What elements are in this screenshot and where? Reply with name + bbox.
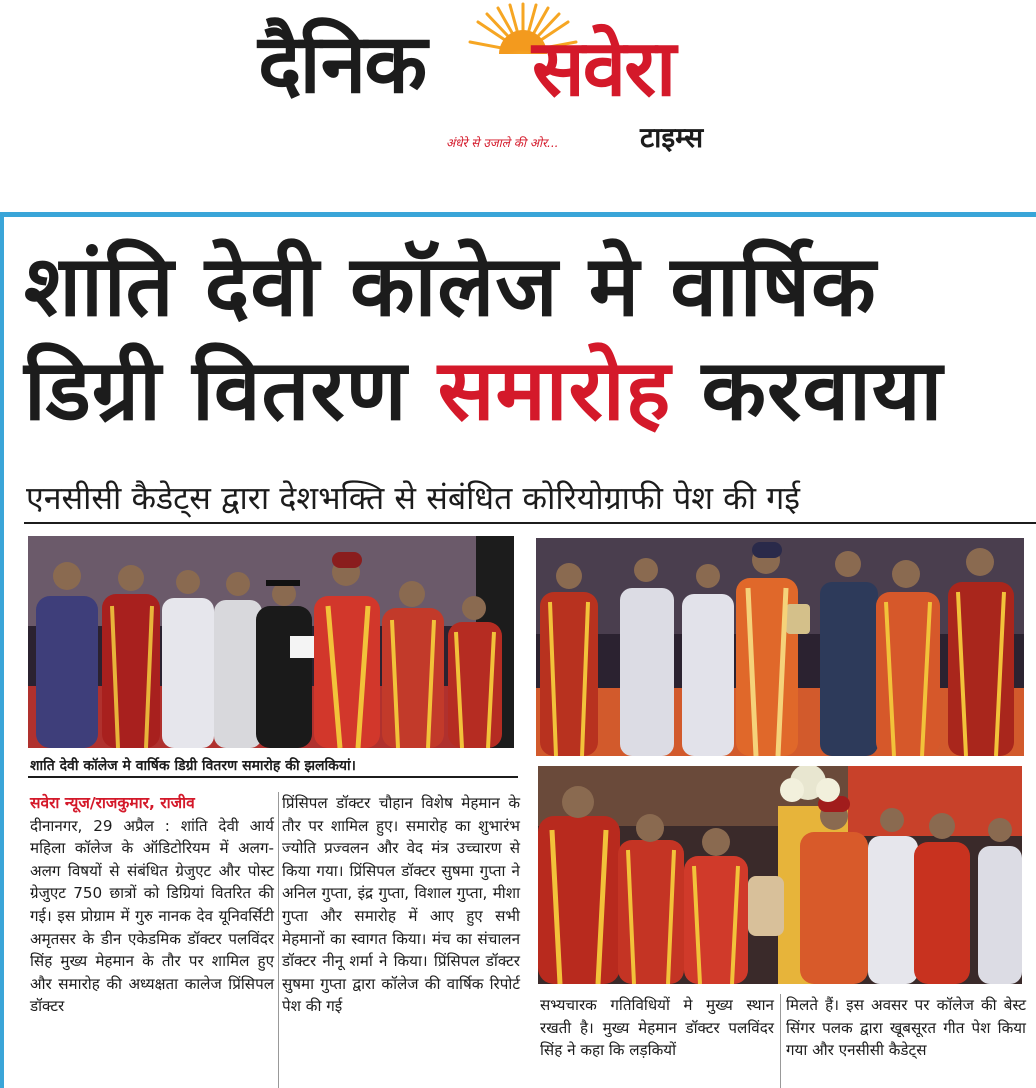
column-divider — [780, 994, 781, 1088]
masthead-name-part2: सवेरा — [532, 24, 675, 114]
photo-caption: शाति देवी कॉलेज मे वार्षिक डिग्री वितरण समारोह की झलकियां। — [30, 758, 356, 774]
article-column-4 — [786, 994, 1026, 1062]
masthead-tagline: अंधेरे से उजाले की ओर... — [446, 136, 559, 150]
headline-line2 — [24, 338, 1024, 442]
column-divider — [278, 792, 279, 1088]
headline-line2-b: करवाया — [671, 341, 944, 439]
left-rule — [0, 217, 4, 1088]
subheadline: एनसीसी कैडेट्स द्वारा देशभक्ति से संबंधित कोरियोग्राफी पेश की गई — [26, 479, 800, 517]
article-column-4-text: मिलते हैं। इस अवसर पर कॉलेज की बेस्ट सिंगर पलक द्वारा खूबसूरत गीत पेश किया गया और एनसीसी कैडेट्स — [786, 996, 1026, 1060]
caption-rule — [28, 776, 518, 778]
headline-highlight: समारोह — [437, 341, 672, 439]
article-column-3-text: सभ्यचारक गतिविधियों मे मुख्य स्थान रखती है। मुख्य मेहमान डॉक्टर पलविंदर सिंह ने कहा कि लड़कियों — [540, 996, 774, 1060]
photo-memento-presentation — [536, 538, 1024, 756]
masthead — [0, 0, 1036, 212]
article-column-2-text: प्रिंसिपल डॉक्टर चौहान विशेष मेहमान के तौर पर शामिल हुए। समारोह का शुभारंभ ज्योति प्रज्वलन और वेद मंत्र उच्चारण से किया गया। प्रिंसिपल डॉक्टर सुषमा गुप्ता ने अनिल गुप्ता, इंद्र गुप्ता, विशाल गुप्ता, मीशा गुप्ता और समारोह में आए हुए सभी मेहमानों का स्वागत किया। मंच का संचालन डॉक्टर नीनू शर्मा ने किया। प्रिंसिपल डॉक्टर सुषमा गुप्ता द्वारा कॉलेज की वार्षिक रिपोर्ट पेश की गई — [282, 794, 520, 1016]
article-column-3 — [540, 994, 774, 1062]
masthead-name-part1: दैनिक — [258, 17, 426, 112]
top-rule — [0, 212, 1036, 217]
photo-lamp-lighting — [538, 766, 1022, 984]
article-column-2 — [282, 792, 520, 1018]
masthead-suffix: टाइम्स — [640, 121, 704, 154]
headline-line2-a: डिग्री वितरण — [24, 341, 438, 439]
headline-line1: शांति देवी कॉलेज मे वार्षिक — [24, 237, 877, 335]
headline — [24, 234, 1024, 442]
article-column-1-text: दीनानगर, 29 अप्रैल : शांति देवी आर्य महिला कॉलेज के ऑडिटोरियम में अलग-अलग विषयों से संबंधित ग्रेजुएट और पोस्ट ग्रेजुएट 750 छात्रों को डिग्रियां वितरित की गई। इस प्रोग्राम में गुरु नानक देव यूनिवर्सिटी अमृतसर के डीन एकेडमिक डॉक्टर पलविंदर सिंह मुख्य मेहमान के तौर पर शामिल हुए और समारोह की अध्यक्षता कालेज प्रिंसिपल डॉक्टर — [30, 816, 274, 1016]
byline: सवेरा न्यूज/राजकुमार, राजीव — [30, 794, 195, 812]
photo-degree-ceremony-group — [28, 536, 514, 748]
article-column-1 — [30, 792, 274, 1018]
subhead-rule — [24, 522, 1036, 524]
